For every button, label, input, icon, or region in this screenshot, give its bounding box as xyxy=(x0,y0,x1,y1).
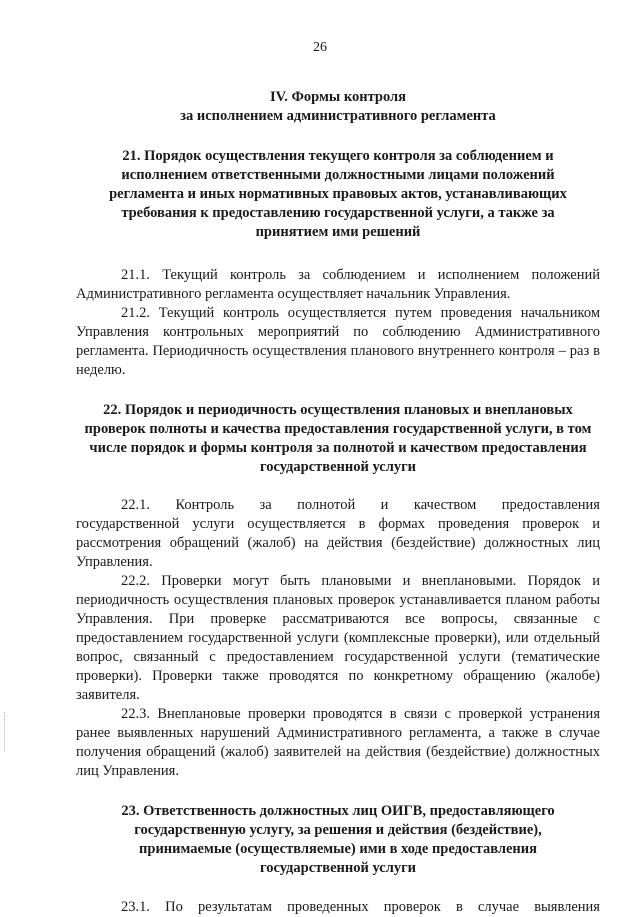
word: и xyxy=(380,497,389,513)
section-heading-line-2: за исполнением административного регламента xyxy=(180,108,496,124)
paragraph-22-1-rest: государственной услуги осуществляется в формах проведения проверок и рассмотрения обращений (жалоб) на действия (бездействие) должностных лиц Управления. xyxy=(76,516,600,570)
word: результатам xyxy=(198,899,272,915)
page-number: 26 xyxy=(313,40,327,55)
word: 22.1. xyxy=(121,497,150,513)
word: полнотой xyxy=(297,497,356,513)
word: выявления xyxy=(534,899,600,915)
subsection-22-title: 22. Порядок и периодичность осуществления плановых и внеплановых проверок полноты и качества предоставления государственной услуги, в том числе порядок и формы контроля за полнотой и качеством предоставления государственной услуги xyxy=(84,402,592,475)
subsection-21-title: 21. Порядок осуществления текущего контроля за соблюдением и исполнением ответственными должностными лицами положений регламента и иных нормативных правовых актов, устанавливающих требования к предоставлению государственной услуги, а также за принятием ими решений xyxy=(109,148,567,240)
word: проведенных xyxy=(287,899,369,915)
subsection-23-title: 23. Ответственность должностных лиц ОИГВ, предоставляющего государственную услугу, за решения и действия (бездействие), принимаемые (осуществляемые) ими в ходе предоставления государственной услуги xyxy=(121,803,555,876)
paragraph-22-3: 22.3. Внеплановые проверки проводятся в связи с проверкой устранения ранее выявленных нарушений Административного регламента, а также в случае получения обращений (жалоб) заявителей на действия (бездействие) должностных лиц Управления. xyxy=(76,706,600,779)
word: По xyxy=(165,899,183,915)
word: 23.1. xyxy=(121,899,150,915)
word: предоставления xyxy=(501,497,600,513)
word: за xyxy=(259,497,272,513)
section-heading xyxy=(76,88,600,126)
scan-margin-mark xyxy=(4,712,7,752)
word: проверок xyxy=(383,899,441,915)
section-heading-line-1: IV. Формы контроля xyxy=(269,89,407,105)
paragraph-22-2: 22.2. Проверки могут быть плановыми и внеплановыми. Порядок и периодичность осуществления плановых проверок устанавливается планом работы Управления. При проверке рассматриваются все вопросы, связанные с предоставлением государственной услуги (комплексные проверки), или отдельный вопрос, связанный с предоставлением государственной услуги (тематические проверки). Проверки также проводятся по конкретному обращению (жалобе) заявителя. xyxy=(76,573,600,703)
paragraph-21-1: 21.1. Текущий контроль за соблюдением и исполнением положений Административного регламента осуществляет начальник Управления. xyxy=(76,267,600,302)
word: Контроль xyxy=(175,497,235,513)
word: случае xyxy=(477,899,520,915)
word: качеством xyxy=(413,497,477,513)
paragraph-22-1-first-line xyxy=(76,496,600,515)
paragraph-21-2: 21.2. Текущий контроль осуществляется путем проведения начальником Управления контрольных мероприятий по соблюдению Административного регламента. Периодичность осуществления планового внутреннего контроля – раз в неделю. xyxy=(76,305,600,378)
word: в xyxy=(455,899,463,915)
document-body xyxy=(76,88,600,917)
paragraph-23-1-first-line xyxy=(76,898,600,917)
